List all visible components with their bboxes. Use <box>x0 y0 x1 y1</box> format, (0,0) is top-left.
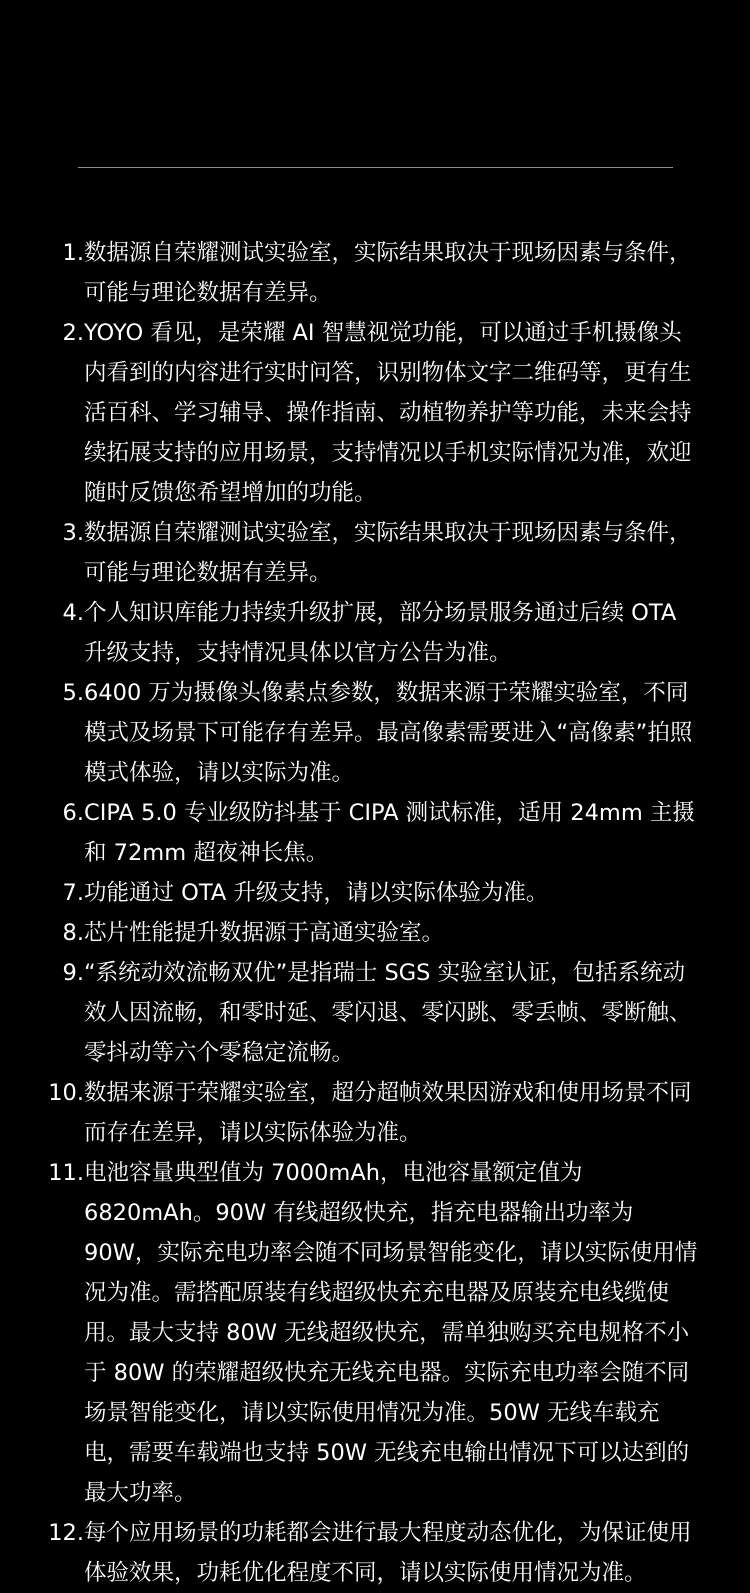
top-divider <box>78 167 673 168</box>
footnote-item <box>0 513 750 593</box>
footnote-number: 7. <box>62 880 84 906</box>
footnote-text: CIPA 5.0 专业级防抖基于 CIPA 测试标准，适用 24mm 主摄和 72mm 超夜神长焦。 <box>84 800 695 866</box>
footnote-item <box>0 953 750 1073</box>
footnote-item <box>0 593 750 673</box>
footnote-item <box>0 313 750 513</box>
footnote-number: 12. <box>48 1520 84 1546</box>
footnote-number: 8. <box>62 920 84 946</box>
footnote-number: 2. <box>62 320 84 346</box>
footnote-text: “系统动效流畅双优”是指瑞士 SGS 实验室认证，包括系统动效人因流畅，和零时延、零闪退、零闪跳、零丢帧、零断触、零抖动等六个零稳定流畅。 <box>84 960 692 1066</box>
footnote-text: 数据来源于荣耀实验室，超分超帧效果因游戏和使用场景不同而存在差异，请以实际体验为准。 <box>84 1080 692 1146</box>
footnote-number: 4. <box>62 600 84 626</box>
footnote-number: 3. <box>62 520 84 546</box>
footnote-number: 10. <box>48 1080 84 1106</box>
footnote-item <box>0 873 750 913</box>
footnote-text: 芯片性能提升数据源于高通实验室。 <box>84 920 445 946</box>
footnote-item <box>0 1153 750 1513</box>
footnote-number: 9. <box>62 960 84 986</box>
footnote-item <box>0 913 750 953</box>
footnote-item <box>0 793 750 873</box>
footnote-text: 数据源自荣耀测试实验室，实际结果取决于现场因素与条件，可能与理论数据有差异。 <box>84 520 692 586</box>
footnote-item <box>0 1073 750 1153</box>
footnote-number: 1. <box>62 240 84 266</box>
footnote-number: 5. <box>62 680 84 706</box>
footnotes-list <box>0 233 750 1593</box>
footnote-text: 功能通过 OTA 升级支持，请以实际体验为准。 <box>84 880 549 906</box>
footnote-text: 个人知识库能力持续升级扩展，部分场景服务通过后续 OTA 升级支持，支持情况具体以官方公告为准。 <box>84 600 677 666</box>
footnote-text: 数据源自荣耀测试实验室，实际结果取决于现场因素与条件，可能与理论数据有差异。 <box>84 240 692 306</box>
footnote-text: YOYO 看见，是荣耀 AI 智慧视觉功能，可以通过手机摄像头内看到的内容进行实时问答，识别物体文字二维码等，更有生活百科、学习辅导、操作指南、动植物养护等功能，未来会持续拓展支持的应用场景，支持情况以手机实际情况为准，欢迎随时反馈您希望增加的功能。 <box>84 320 692 506</box>
footnote-text: 电池容量典型值为 7000mAh，电池容量额定值为 6820mAh。90W 有线超级快充，指充电器输出功率为 90W，实际充电功率会随不同场景智能变化，请以实际使用情况为准。需搭配原装有线超级快充充电器及原装充电线缆使用。最大支持 80W 无线超级快充，需单独购买充电规格不小于 80W 的荣耀超级快充无线充电器。实际充电功率会随不同场景智能变化，请以实际使用情况为准。50W 无线车载充电，需要车载端也支持 50W 无线充电输出情况下可以达到的最大功率。 <box>84 1160 698 1506</box>
footnote-item <box>0 673 750 793</box>
footnote-number: 11. <box>48 1160 84 1186</box>
footnote-item <box>0 233 750 313</box>
footnote-text: 6400 万为摄像头像素点参数，数据来源于荣耀实验室，不同模式及场景下可能存有差异。最高像素需要进入“高像素”拍照模式体验，请以实际为准。 <box>84 680 693 786</box>
footnote-item <box>0 1513 750 1593</box>
footnote-text: 每个应用场景的功耗都会进行最大程度动态优化，为保证使用体验效果，功耗优化程度不同，请以实际使用情况为准。 <box>84 1520 692 1586</box>
footnote-number: 6. <box>62 800 84 826</box>
